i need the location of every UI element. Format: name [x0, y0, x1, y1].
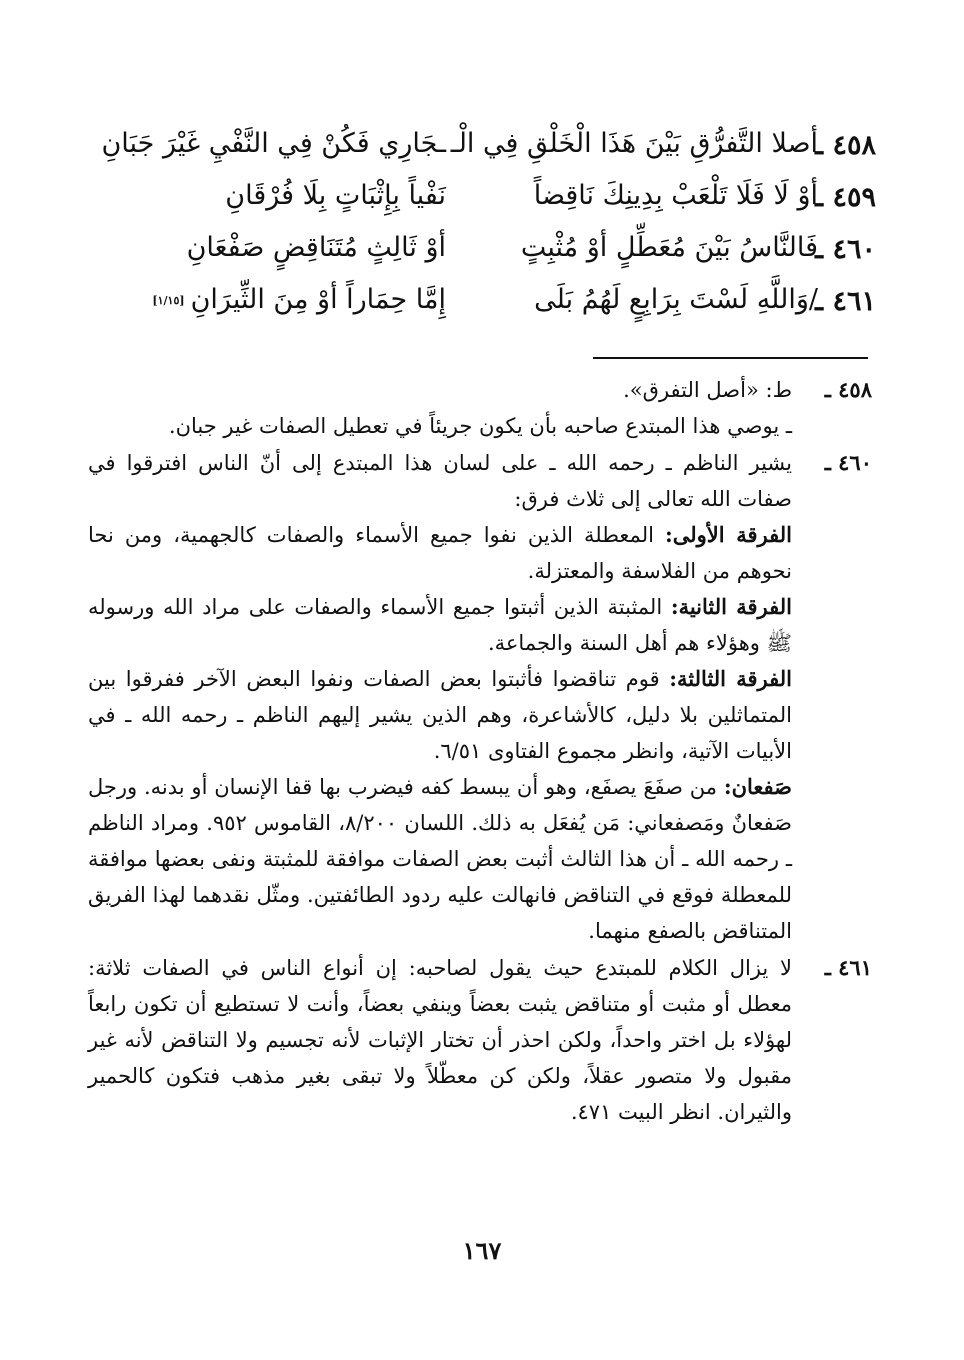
- verse-row: [60, 284, 876, 336]
- verse-number: ٤٦٠ ـ: [815, 234, 876, 265]
- footnote: [88, 445, 872, 949]
- verse-first-hemistich: فَالنَّاسُ بَيْنَ مُعَطِّلٍ أوْ مُثْبِتٍ: [520, 232, 818, 263]
- verse-second-hemistich: [66, 284, 446, 315]
- term-label: صَفعان:: [723, 774, 792, 799]
- paragraph-text: ط: «أصل التفرق».: [623, 378, 792, 402]
- paragraph-text: المثبتة الذين أثبتوا جميع الأسماء والصفات على مراد الله ورسوله ﷺ وهؤلاء هم أهل السنة والجماعة.: [88, 595, 792, 655]
- footnote-separator: [593, 357, 868, 359]
- paragraph-text: ـ يوصي هذا المبتدع صاحبه بأن يكون جريئاً في تعطيل الصفات غير جبان.: [168, 414, 792, 438]
- verse-second-hemistich: [66, 128, 446, 159]
- paragraph-text: المعطلة الذين نفوا جميع الأسماء والصفات كالجهمية، ومن نحا نحوهم من الفلاسفة والمعتزلة.: [88, 523, 792, 583]
- verse-first-hemistich: أصلا التَّفرُّقِ بَيْنَ هَذَا الْخَلْقِ فِي الْـ: [450, 128, 818, 159]
- poem-verses: [60, 128, 876, 336]
- footnote-number: ٤٦٠ ـ: [824, 450, 872, 475]
- footnote-number: ٤٦١ ـ: [824, 955, 872, 980]
- footnote: [88, 950, 872, 1130]
- footnote-paragraph: [88, 661, 792, 769]
- verse-number: ٤٦١ ـ: [815, 286, 876, 317]
- verse-second-hemistich: [66, 180, 446, 211]
- verse-row: [60, 180, 876, 232]
- hemistich-text: نَفْياً بِإِثْبَاتٍ بِلَا فُرْقَانِ: [225, 180, 446, 211]
- hemistich-text: إِمَّا حِمَاراً أوْ مِنَ الثِّيرَانِ: [190, 284, 446, 315]
- footnote-paragraph: [88, 950, 792, 1130]
- verse-first-hemistich: أوْ لَا فَلَا تَلْعَبْ بِدِينِكَ نَاقِضاً: [533, 180, 818, 211]
- term-label: الفرقة الأولى:: [664, 522, 792, 547]
- footnote-paragraph: [88, 769, 792, 949]
- page-number: ١٦٧: [462, 1236, 502, 1265]
- footnote: [88, 372, 872, 444]
- footnote-paragraph: [88, 408, 792, 444]
- term-label: الفرقة الثالثة:: [669, 666, 792, 691]
- verse-number: ٤٥٨ ـ: [815, 130, 876, 161]
- paragraph-text: قوم تناقضوا فأثبتوا بعض الصفات ونفوا البعض الآخر ففرقوا بين المتماثلين بلا دليل، كالأشاعرة، وهم الذين يشير إليهم الناظم ـ رحمه الله ـ في الأبيات الآتية، وانظر مجموع الفتاوى ٦/٥١.: [88, 667, 792, 763]
- footnote-paragraph: [88, 589, 792, 661]
- paragraph-text: يشير الناظم ـ رحمه الله ـ على لسان هذا المبتدع إلى أنّ الناس افترقوا في صفات الله تعالى إلى ثلاث فرق:: [88, 451, 792, 511]
- hemistich-text: ـجَارِي فَكُنْ فِي النَّفْيِ غَيْرَ جَبَانِ: [101, 128, 446, 159]
- footnote-paragraph: [88, 517, 792, 589]
- verse-second-hemistich: [66, 232, 446, 263]
- footnote-number: ٤٥٨ ـ: [824, 377, 872, 402]
- footnote-paragraph: [88, 445, 792, 517]
- verse-row: [60, 232, 876, 284]
- verse-row: [60, 128, 876, 180]
- hemistich-text: أوْ ثَالِثٍ مُتَنَاقِضٍ صَفْعَانِ: [186, 232, 446, 263]
- verse-number: ٤٥٩ ـ: [815, 182, 876, 213]
- verse-first-hemistich: /وَاللَّهِ لَسْتَ بِرَابِعٍ لَهُمُ بَلَى: [534, 284, 818, 315]
- footnotes: [88, 372, 872, 1131]
- footnote-paragraph: [88, 372, 792, 408]
- paragraph-text: لا يزال الكلام للمبتدع حيث يقول لصاحبه: إن أنواع الناس في الصفات ثلاثة: معطل أو مثبت أو متناقض يثبت بعضاً وينفي بعضاً، وأنت لا تستطيع أن تكون رابعاً لهؤلاء بل اختر واحداً، ولكن احذر أن تختار الإثبات لأنه تجسيم ولا التناقض لأنه غير مقبول ولا متصور عقلاً، ولكن كن معطّلاً ولا تبقى بغير مذهب فتكون كالحمير والثيران. انظر البيت ٤٧١.: [88, 956, 792, 1124]
- manuscript-folio-ref: [١/١٥]: [152, 294, 185, 307]
- paragraph-text: من صفَعَ يصفَع، وهو أن يبسط كفه فيضرب بها قفا الإنسان أو بدنه. ورجل صَفعانٌ ومَصفعاني: مَن يُفعَل به ذلك. اللسان ٨/٢٠٠، القاموس ٩٥٢. ومراد الناظم ـ رحمه الله ـ أن هذا الثالث أثبت بعض الصفات موافقة للمثبتة ونفى بعضها موافقة للمعطلة فوقع في التناقض فانهالت عليه ردود الطائفتين. ومثّل نقدهما لهذا الفريق المتناقض بالصفع منهما.: [88, 775, 792, 943]
- term-label: الفرقة الثانية:: [670, 594, 792, 619]
